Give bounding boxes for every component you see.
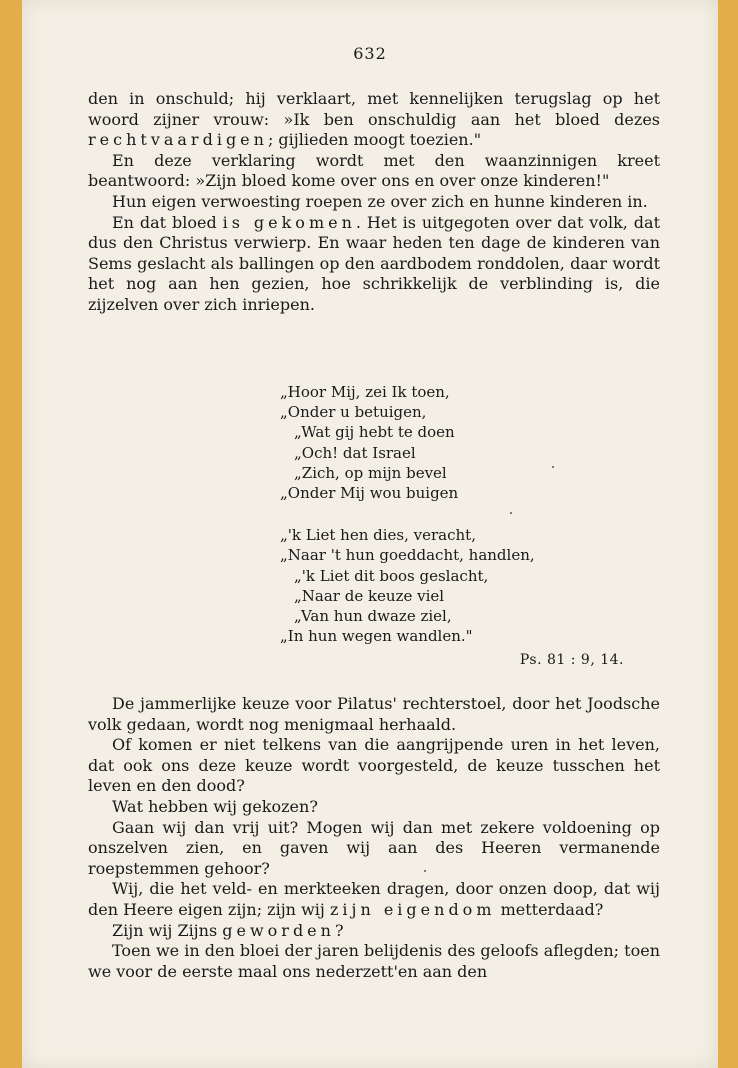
poem-line: „Wat gij hebt te doen bbox=[294, 423, 455, 442]
poem-line: „Naar de keuze viel bbox=[294, 586, 445, 605]
paragraph: En dat bloed is gekomen. Het is uitgegoten over dat volk, dat dus den Christus verwierp. En waar heden ten dage de kinderen van Sems geslacht als ballingen op den aardbodem ronddolen, daar wordt het nog aan hen gezien, hoe schrikkelijk de verblinding is, die zijzelven over zich inriepen. bbox=[88, 212, 660, 314]
psalm-reference: Ps. 81 : 9, 14. bbox=[519, 652, 624, 668]
paragraph: De jammerlijke keuze voor Pilatus' rechterstoel, door het Joodsche volk gedaan, wordt nog menigmaal herhaald. bbox=[88, 694, 660, 734]
bottom-prose bbox=[88, 694, 660, 982]
paragraph: En deze verklaring wordt met den waanzinnigen kreet beantwoord: »Zijn bloed kome over ons en over onze kinderen!" bbox=[88, 150, 660, 191]
stanza-gap bbox=[280, 503, 610, 525]
poem-line: „'k Liet dit boos geslacht, bbox=[294, 566, 489, 585]
top-prose bbox=[88, 89, 660, 316]
poem-line: „Van hun dwaze ziel, bbox=[294, 607, 452, 626]
poem-line: „'k Liet hen dies, veracht, bbox=[280, 526, 476, 545]
poem-line: „Hoor Mij, zei Ik toen, bbox=[280, 383, 450, 401]
emphasis: is gekomen bbox=[222, 212, 356, 232]
page-number: 632 bbox=[353, 44, 387, 63]
poem-line: „Naar 't hun goeddacht, handlen, bbox=[280, 546, 535, 565]
print-speck bbox=[552, 466, 554, 468]
paragraph: Zijn wij Zijns geworden? bbox=[112, 920, 344, 940]
poem-line: „Onder Mij wou buigen bbox=[280, 484, 459, 503]
paragraph: Gaan wij dan vrij uit? Mogen wij dan met zekere voldoening op onszelven zien, en gaven wij aan des Heeren vermanende roepstemmen gehoor? bbox=[88, 817, 660, 878]
print-speck bbox=[510, 512, 512, 514]
paragraph: Wat hebben wij gekozen? bbox=[112, 796, 318, 816]
emphasis: zijn eigendom bbox=[329, 899, 496, 919]
emphasis: rechtvaardigen bbox=[88, 130, 268, 150]
poem-line: „Och! dat Israel bbox=[294, 443, 416, 462]
paragraph: Wij, die het veld- en merkteeken dragen, door onzen doop, dat wij den Heere eigen zijn; zijn wij zijn eigendom metterdaad? bbox=[88, 879, 660, 919]
poem-line: „Zich, op mijn bevel bbox=[294, 463, 447, 482]
paragraph: Toen we in den bloei der jaren belijdenis des geloofs aflegden; toen we voor de eerste maal ons nederzett'en aan den bbox=[88, 941, 660, 981]
emphasis: geworden bbox=[222, 920, 335, 940]
paragraph: Hun eigen verwoesting roepen ze over zich en hunne kinderen in. bbox=[112, 191, 648, 211]
print-speck bbox=[424, 870, 426, 872]
paragraph: den in onschuld; hij verklaart, met kennelijken terugslag op het woord zijner vrouw: »Ik ben onschuldig aan het bloed dezes rechtvaardigen; gijlieden moogt toezien." bbox=[88, 89, 660, 150]
paragraph: Of komen er niet telkens van die aangrijpende uren in het leven, dat ook ons deze keuze wordt voorgesteld, de keuze tusschen het leven en den dood? bbox=[88, 735, 660, 796]
poem-line: „Onder u betuigen, bbox=[280, 403, 427, 422]
book-page bbox=[22, 0, 718, 1068]
poem-line: „In hun wegen wandlen." bbox=[280, 627, 473, 646]
poem bbox=[280, 382, 610, 646]
